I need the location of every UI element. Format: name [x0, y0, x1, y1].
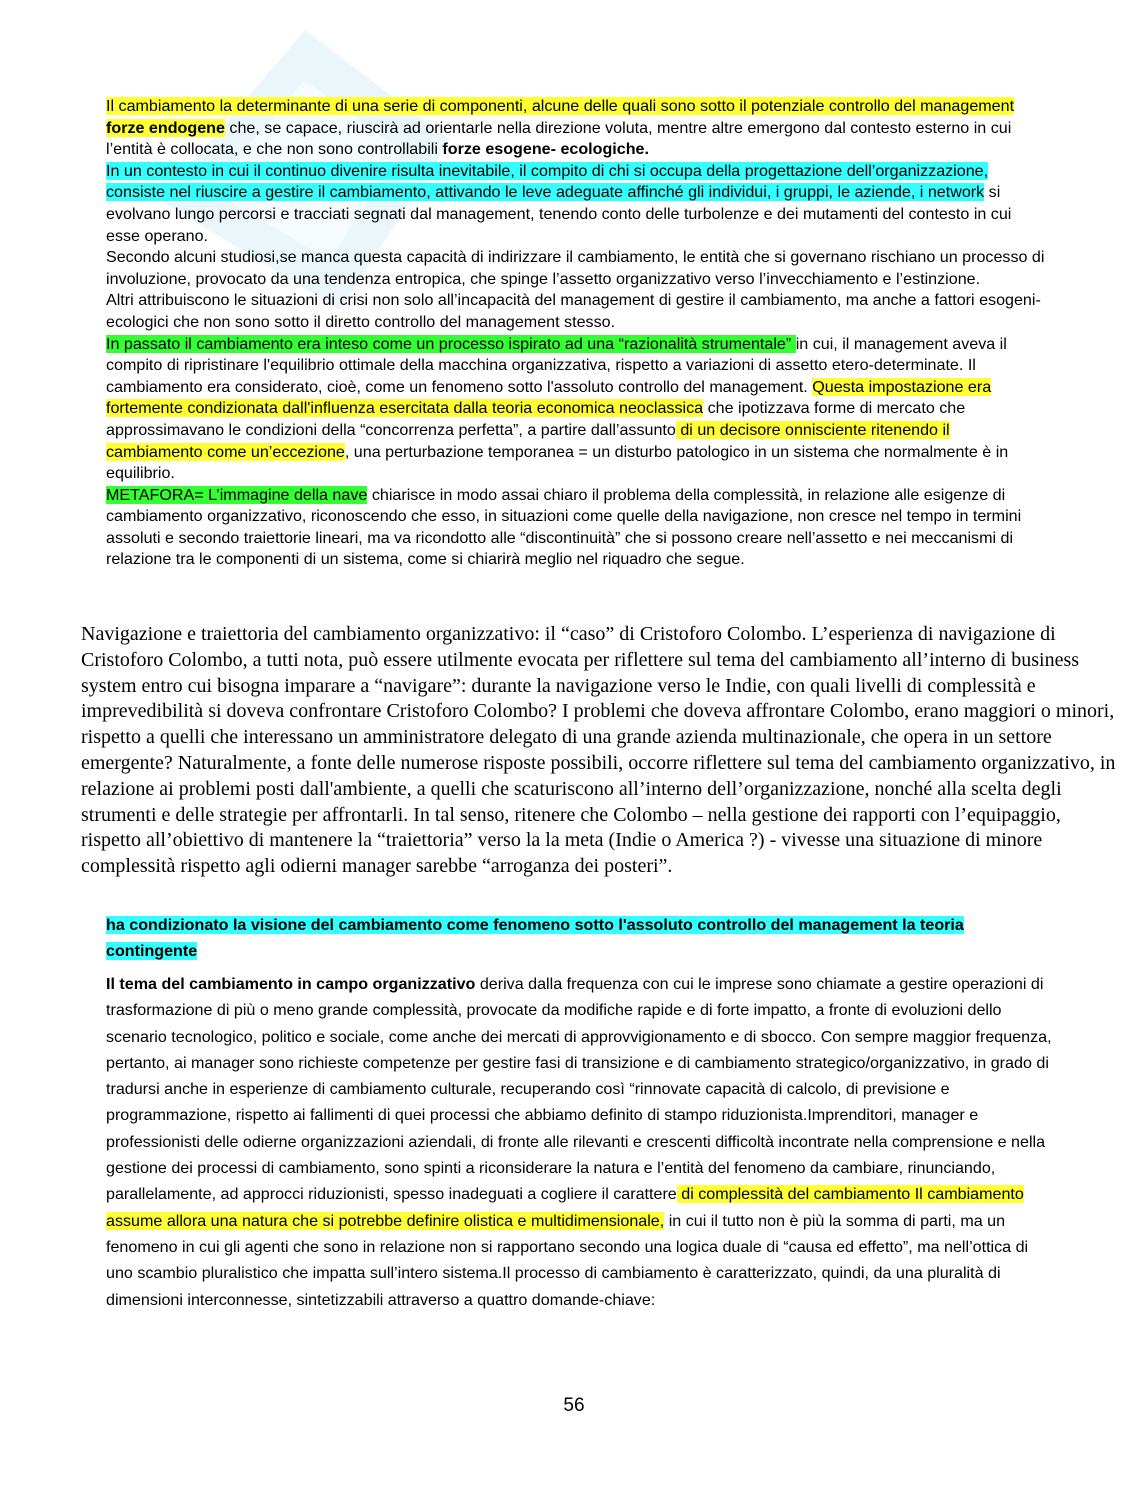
text-block-1 — [106, 96, 1046, 571]
paragraph-passato: In passato il cambiamento era inteso come un processo ispirato ad una “razionalità strumentale” in cui, il management aveva il compito di ripristinare l'equilibrio ottimale della macchina organizzativa, rispetto a variazioni di assetto etero-determinate. Il cambiamento era considerato, cioè, come un fenomeno sotto l'assoluto controllo del management. Questa impostazione era fortemente condizionata dall'influenza esercitata dalla teoria economica neoclassica che ipotizzava forme di mercato che approssimavano le condizioni della “concorrenza perfetta”, a partire dall’assunto di un decisore onnisciente ritenendo il cambiamento come un’eccezione, una perturbazione temporanea = un disturbo patologico in un sistema che normalmente è in equilibrio. — [106, 334, 1009, 483]
paragraph-forze: Il cambiamento la determinante di una serie di componenti, alcune delle quali sono sotto il potenziale controllo del management forze endogene che, se capace, riuscirà ad orientarle nella direzione voluta, mentre altre emergono dal contesto esterno in cui l’entità è collocata, e che non sono controllabili forze esogene- ecologiche. — [106, 97, 1015, 159]
highlight-cyan: In un contesto in cui il continuo divenire risulta inevitabile, il compito di chi si occupa della progettazione dell’organizzazione, consiste nel riuscire a gestire il cambiamento, attivando le leve adeguate affinché gli individui, i gruppi, le aziende, i network — [106, 161, 989, 202]
paragraph-tema: Il tema del cambiamento in campo organizzativo deriva dalla frequenza con cui le imprese sono chiamate a gestire operazioni di trasformazione di più o meno grande complessità, provocate da modifiche rapide e di forte impatto, a fronte di evoluzioni dello scenario tecnologico, politico e sociale, come anche dei mercati di approvvigionamento e di sbocco. Con sempre maggior frequenza, pertanto, ai manager sono richieste competenze per gestire fasi di transizione e di cambiamento strategico/organizzativo, in grado di tradursi anche in esperienze di cambiamento culturale, recuperando così “rinnovate capacità di calcolo, di previsione e programmazione, rispetto ai fallimenti di quei processi che abbiamo definito di stampo riduzionista.Imprenditori, manager e professionisti delle odierne organizzazioni aziendali, di fronte alle rilevanti e crescenti difficoltà incontrate nella comprensione e nella gestione dei processi di cambiamento, sono spinti a riconsiderare la natura e l’entità del fenomeno da cambiare, rinunciando, parallelamente, ad approcci riduzionisti, spesso inadeguati a cogliere il carattere di complessità del cambiamento Il cambiamento assume allora una natura che si potrebbe definire olistica e multidimensionale, in cui il tutto non è più la somma di parti, ma un fenomeno in cui gli agenti che sono in relazione non si rapportano secondo una logica duale di “causa ed effetto”, ma nell’ottica di uno scambio pluralistico che impatta sull’intero sistema.Il processo di cambiamento è caratterizzato, quindi, da una pluralità di dimensioni interconnesse, sintetizzabili attraverso a quattro domande-chiave: — [106, 975, 1052, 1309]
highlight-yellow-decisore: di un decisore onnisciente ritenendo il cambiamento come un’eccezione — [106, 420, 950, 461]
bold-forze-endogene: forze endogene — [106, 118, 225, 137]
highlight-green-metafora: METAFORA= L’immagine della nave — [106, 485, 368, 504]
paragraph-metafora: METAFORA= L’immagine della nave chiarisce in modo assai chiaro il problema della complessità, in relazione alle esigenze di cambiamento organizzativo, riconoscendo che esso, in situazioni come quelle della navigazione, non cresce nel tempo in termini assoluti e secondo traiettorie lineari, ma va ricondotto alle “discontinuità” che si possono creare nell’assetto e nei meccanismi di relazione tra le componenti di un sistema, come si chiarirà meglio nel riquadro che segue. — [106, 485, 1022, 569]
bold-tema: Il tema del cambiamento in campo organizzativo — [106, 975, 476, 993]
teoria-contingente-heading — [106, 912, 1046, 964]
colombo-paragraph: Navigazione e traiettoria del cambiamento organizzativo: il “caso” di Cristoforo Colombo. L’esperienza di navigazione di Cristoforo Colombo, a tutti nota, può essere utilmente evocata per riflettere sul tema del cambiamento all’interno di business system entro cui bisogna imparare a “navigare”: durante la navigazione verso le Indie, con quali livelli di complessità e imprevedibilità si doveva confrontare Cristoforo Colombo? I problemi che doveva affrontare Colombo, erano maggiori o minori, rispetto a quelli che interessano un amministratore delegato di una grande azienda multinazionale, che opera in un settore emergente? Naturalmente, a fonte delle numerose risposte possibili, occorre riflettere sul tema del cambiamento organizzativo, in relazione ai problemi posti dall'ambiente, a quelli che scaturiscono all’interno dell’organizzazione, nonché alla scelta degli strumenti e delle strategie per affrontarli. In tal senso, ritenere che Colombo – nella gestione dei rapporti con l’equipaggio, rispetto all’obiettivo di mantenere la “traiettoria” verso la la meta (Indie o America ?) - vivesse una situazione di minore complessità rispetto agli odierni manager sarebbe “arroganza dei posteri”. — [81, 623, 1116, 878]
paragraph-studiosi: Secondo alcuni studiosi,se manca questa capacità di indirizzare il cambiamento, le entità che si governano rischiano un processo di involuzione, provocato da una tendenza entropica, che spinge l’assetto organizzativo verso l’invecchiamento e l’estinzione. — [106, 248, 1045, 288]
paragraph-crisi: Altri attribuiscono le situazioni di crisi non solo all’incapacità del management di gestire il cambiamento, ma anche a fattori esogeni-ecologici che non sono sotto il diretto controllo del management stesso. — [106, 291, 1041, 331]
text-block-3 — [106, 971, 1056, 1313]
paragraph-contesto: In un contesto in cui il continuo divenire risulta inevitabile, il compito di chi si occupa della progettazione dell’organizzazione, consiste nel riuscire a gestire il cambiamento, attivando le leve adeguate affinché gli individui, i gruppi, le aziende, i network si evolvano lungo percorsi e tracciati segnati dal management, tenendo conto delle turbolenze e dei mutamenti del contesto in cui esse operano. — [106, 161, 1012, 245]
page-number: 56 — [563, 1395, 585, 1416]
highlight-yellow-olistica: di complessità del cambiamento Il cambiamento assume allora una natura che si potrebbe definire olistica e multidimensionale, — [106, 1185, 1024, 1230]
highlight-yellow: Il cambiamento la determinante di una serie di componenti, alcune delle quali sono sotto il potenziale controllo del management forze endogene — [106, 97, 1015, 137]
highlight-yellow-neoclassica: Questa impostazione era fortemente condizionata dall'influenza esercitata dalla teoria economica neoclassica — [106, 377, 992, 418]
bold-forze-esogene: forze esogene- ecologiche. — [442, 140, 649, 159]
highlight-cyan-teoria: ha condizionato la visione del cambiamento come fenomeno sotto l'assoluto controllo del management la teoria contingente — [106, 916, 964, 960]
highlight-green: In passato il cambiamento era inteso come un processo ispirato ad una “razionalità strumentale” — [106, 334, 796, 353]
